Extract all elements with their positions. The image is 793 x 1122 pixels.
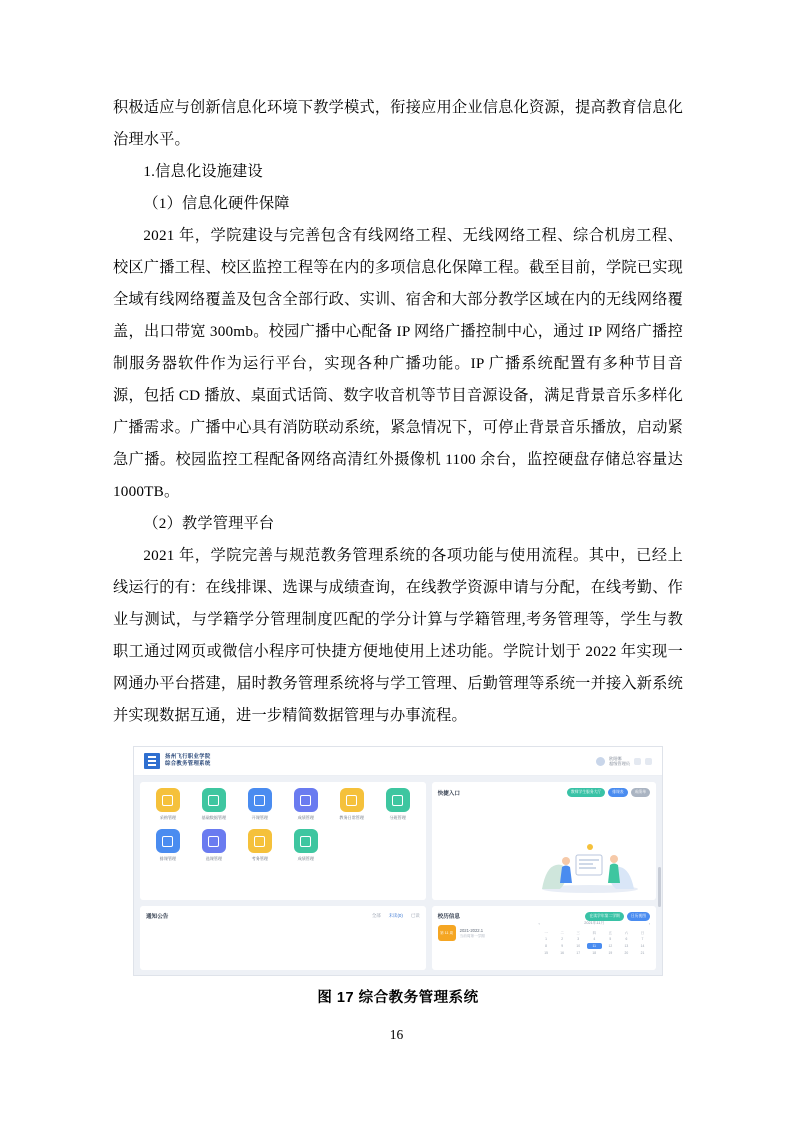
- app-label: 教务日常管理: [339, 815, 364, 820]
- app-procurement[interactable]: [146, 788, 190, 821]
- calendar-day[interactable]: 18: [592, 951, 597, 955]
- app-daily-affairs[interactable]: [330, 788, 374, 821]
- calendar-day[interactable]: 7: [641, 937, 644, 941]
- app-label: 开课管理: [251, 815, 269, 820]
- term-sub: 当前周第一学期: [459, 933, 485, 938]
- brand-line-1: 扬州飞行职业学院: [165, 754, 211, 760]
- calendar-header: [539, 921, 650, 926]
- brand-line-2: 综合教务管理系统: [165, 761, 211, 767]
- tab-read[interactable]: 已读: [410, 913, 420, 918]
- notice-title: 通知公告: [146, 914, 169, 920]
- class-split-icon: [386, 788, 410, 812]
- pill-service-hall[interactable]: 教师学生服务大厅: [567, 788, 605, 797]
- school-pills: [539, 912, 650, 921]
- notice-card: [140, 906, 426, 970]
- quick-entry-card: [432, 782, 656, 900]
- avatar[interactable]: [596, 757, 605, 766]
- left-column: [140, 782, 426, 970]
- school-calendar-right: [539, 912, 650, 964]
- procurement-icon: [156, 788, 180, 812]
- school-calendar-card: [432, 906, 656, 970]
- tab-unread[interactable]: 未读(0): [388, 913, 403, 918]
- calendar-day[interactable]: 15: [544, 951, 548, 955]
- weekday: 四: [592, 931, 596, 935]
- term-text-block: [460, 928, 485, 939]
- app-label: 采购管理: [159, 815, 177, 820]
- heading-1-2-teaching-platform: （2）教学管理平台: [143, 515, 275, 532]
- app-course-open[interactable]: [238, 788, 282, 821]
- heading-1-1-hardware: （1）信息化硬件保障: [143, 195, 290, 212]
- page-number: 16: [389, 1027, 404, 1042]
- calendar-day[interactable]: 2: [561, 937, 564, 941]
- calendar-day[interactable]: 1: [545, 937, 547, 941]
- topbar-right: [596, 756, 652, 766]
- calendar-day[interactable]: 5: [609, 937, 612, 941]
- app-class-split[interactable]: [376, 788, 420, 821]
- brand-text-block: [165, 754, 211, 768]
- weekday: 日: [640, 931, 645, 935]
- quick-pills: [567, 788, 650, 797]
- school-term-row: [438, 925, 533, 941]
- app-label: 分班管理: [389, 815, 406, 820]
- illustration-graphic: [530, 833, 650, 895]
- right-column: [432, 782, 656, 970]
- document-body: [113, 92, 683, 1007]
- calendar-day[interactable]: 8: [545, 944, 547, 948]
- calendar-next-icon[interactable]: ›: [648, 921, 650, 926]
- school-info-left: [438, 912, 533, 964]
- pill-transcript[interactable]: 成绩单: [631, 788, 650, 797]
- app-label: 基础数据管理: [201, 815, 227, 820]
- figure-caption: 图 17 综合教务管理系统: [317, 990, 479, 1006]
- school-header: [438, 912, 533, 920]
- app-basic-data[interactable]: [192, 788, 236, 821]
- user-block: [609, 756, 630, 766]
- app-timetable[interactable]: [146, 829, 190, 862]
- app-grid: [146, 788, 420, 862]
- calendar-day[interactable]: 14: [640, 944, 645, 948]
- calendar-day[interactable]: 19: [608, 951, 613, 955]
- score-2-icon: [294, 829, 318, 853]
- calendar-day-selected[interactable]: 11: [587, 943, 602, 949]
- calendar-day[interactable]: 17: [576, 951, 581, 955]
- pill-timetable[interactable]: 排课表: [608, 788, 627, 797]
- pill-current-term[interactable]: 在读学年第二学期: [585, 912, 623, 921]
- quick-title: 快捷入口: [437, 790, 460, 797]
- figure-image: [113, 746, 683, 976]
- calendar-day[interactable]: 3: [577, 937, 580, 941]
- weekday: 三: [576, 931, 580, 935]
- weekday: 五: [608, 931, 612, 935]
- weekday: 一: [544, 931, 548, 935]
- user-name: 欧阳娜: [609, 756, 622, 761]
- daily-affairs-icon: [340, 788, 364, 812]
- notice-empty-area: [146, 925, 420, 951]
- scrollbar[interactable]: [658, 867, 661, 907]
- calendar-weekdays: [539, 929, 650, 936]
- app-score[interactable]: [284, 788, 328, 821]
- weekday: 二: [560, 931, 564, 935]
- calendar-prev-icon[interactable]: ‹: [538, 921, 540, 926]
- calendar-day[interactable]: 4: [593, 937, 596, 941]
- calendar-days: [539, 936, 650, 956]
- app-label: 成绩管理: [297, 856, 314, 861]
- basic-data-icon: [202, 788, 226, 812]
- calendar-day[interactable]: 16: [560, 951, 564, 955]
- notice-tabs: [372, 913, 420, 919]
- paragraph-hardware-detail: 2021 年，学院建设与完善包含有线网络工程、无线网络工程、综合机房工程、校区广播工程、校区监控工程等在内的多项信息化保障工程。截至目前，学院已实现全域有线网络覆盖及包含全部行政、实训、宿舍和大部分教学区域在内的无线网络覆盖，出口带宽 300mb。校园广播中心配备 IP 网络广播控制中心，通过 IP 网络广播控制服务器软件作为运行平台，实现各种广播功能。IP 广播系统配置有多种节目音源，包括 CD 播放、桌面式话筒、数字收音机等节目音源设备，满足背景音乐多样化广播需求。广播中心具有消防联动系统，紧急情况下，可停止背景音乐播放，启动紧急广播。校园监控工程配备网络高清红外摄像机 1100 余台，监控硬盘存储总容量达 1000TB。: [113, 227, 683, 500]
- app-label: 考务管理: [251, 856, 269, 861]
- calendar-day[interactable]: 20: [624, 951, 629, 955]
- calendar-day[interactable]: 10: [576, 944, 581, 948]
- grid-icon[interactable]: [645, 758, 652, 765]
- paragraph-intro: 积极适应与创新信息化环境下教学模式，衔接应用企业信息化资源，提高教育信息化治理水平。: [113, 99, 683, 148]
- score-icon: [294, 788, 318, 812]
- app-score-2[interactable]: [284, 829, 328, 862]
- paragraph-platform-detail: 2021 年，学院完善与规范教务管理系统的各项功能与使用流程。其中，已经上线运行的有：在线排课、选课与成绩查询，在线教学资源申请与分配，在线考勤、作业与测试，与学籍学分管理制度匹配的学分计算与学籍管理,考务管理等，学生与教职工通过网页或微信小程序可快捷方便地使用上述功能。学院计划于 2022 年实现一网通办平台搭建，届时教务管理系统将与学工管理、后勤管理等系统一并接入新系统并实现数据互通，进一步精简数据管理与办事流程。: [113, 547, 683, 724]
- app-brand: [144, 753, 211, 769]
- timetable-icon: [156, 829, 180, 853]
- quick-header: [438, 788, 650, 797]
- app-label: 排课管理: [159, 856, 177, 861]
- screenshot-mock: [133, 746, 663, 976]
- notice-header: [146, 912, 420, 920]
- user-role: 超级管理员: [609, 761, 630, 766]
- calendar-day[interactable]: 13: [624, 944, 629, 948]
- app-exam-affairs[interactable]: [238, 829, 282, 862]
- logo-icon: [144, 753, 160, 769]
- app-body: [134, 776, 662, 976]
- apps-card: [140, 782, 426, 900]
- app-label: 选课管理: [205, 856, 223, 861]
- calendar-month-label: 2021年11月: [584, 921, 605, 925]
- exam-affairs-icon: [248, 829, 272, 853]
- school-title: 校历信息: [437, 914, 460, 920]
- tab-all[interactable]: 全部: [371, 913, 381, 918]
- app-label: 成绩管理: [297, 815, 314, 820]
- course-select-icon: [202, 829, 226, 853]
- term-label: 2021-2022.1: [459, 927, 484, 933]
- calendar-day[interactable]: 12: [608, 944, 613, 948]
- heading-1-info-facility: 1.信息化设施建设: [143, 163, 263, 180]
- calendar-day[interactable]: 21: [640, 951, 645, 955]
- app-course-select[interactable]: [192, 829, 236, 862]
- app-topbar: [134, 747, 662, 776]
- term-badge: 第 11 周: [438, 925, 456, 941]
- calendar-day[interactable]: 9: [561, 944, 564, 948]
- pill-calendar-view[interactable]: 日历视图: [627, 912, 650, 921]
- bell-icon[interactable]: [634, 758, 641, 765]
- calendar-day[interactable]: 6: [625, 937, 628, 941]
- course-open-icon: [248, 788, 272, 812]
- weekday: 六: [624, 931, 629, 935]
